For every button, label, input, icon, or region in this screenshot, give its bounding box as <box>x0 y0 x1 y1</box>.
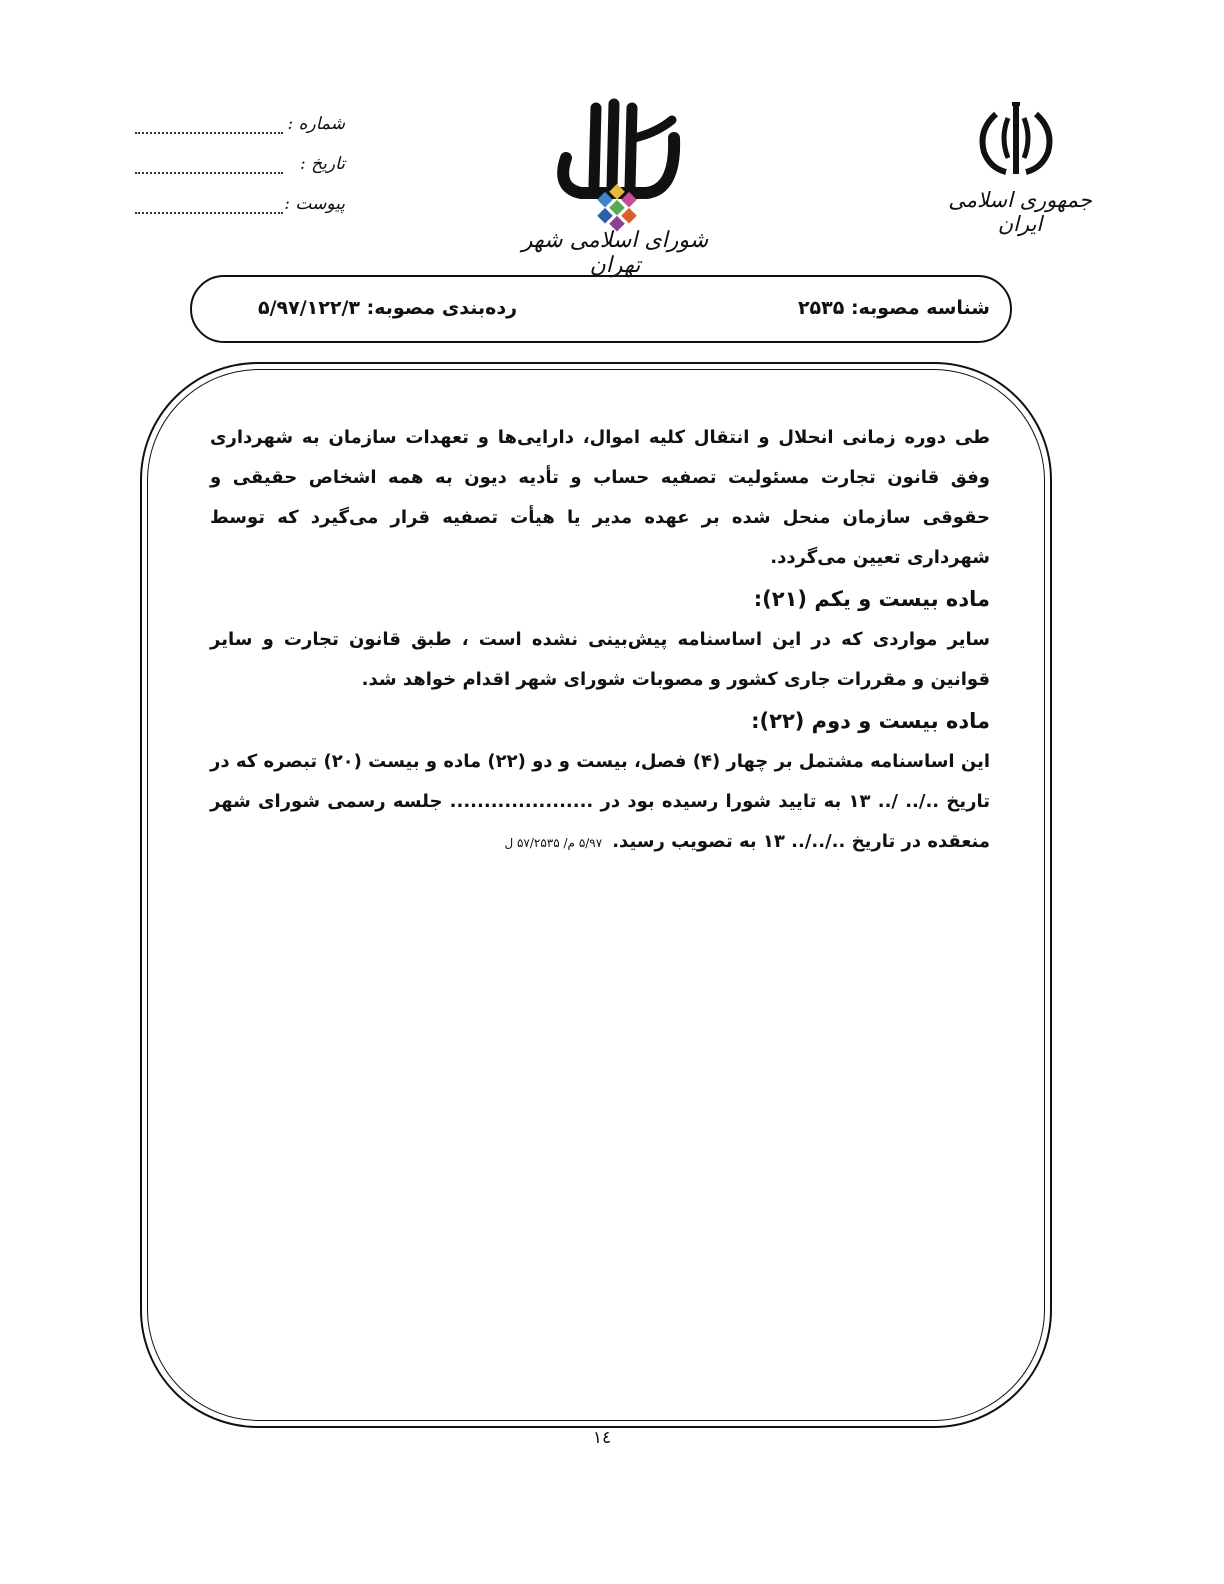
article-21-title: ماده بیست و یکم (۲۱): <box>753 587 990 611</box>
document-body <box>210 418 990 863</box>
reference-code: ۵/۹۷ م/ ۵۷/۲۵۳۵ ل <box>504 836 603 850</box>
page-number: ۱٤ <box>592 1428 612 1448</box>
dotted-line <box>135 212 283 214</box>
meta-field-attachment <box>135 194 345 234</box>
resolution-classification: رده‌بندی مصوبه: ۵/۹۷/۱۲۲/۳ <box>258 297 518 319</box>
republic-name: جمهوری اسلامی ایران <box>948 188 1092 236</box>
iran-emblem-icon <box>972 100 1060 180</box>
dotted-line <box>135 172 283 174</box>
meta-label-attachment: پیوست : <box>284 194 345 214</box>
article-22-paragraph <box>210 742 990 863</box>
meta-label-number: شماره : <box>287 114 345 134</box>
resolution-id: شناسه مصوبه: ۲۵۳۵ <box>797 297 990 319</box>
council-name: شورای اسلامی شهر تهران <box>521 228 709 278</box>
resolution-id-bar <box>190 275 1012 343</box>
intro-paragraph: طی دوره زمانی انحلال و انتقال کلیه اموال، دارایی‌ها و تعهدات سازمان به شهرداری وفق قانون تجارت مسئولیت تصفیه حساب و تأدیه دیون به همه اشخاص حقیقی و حقوقی سازمان منحل شده بر عهده مدیر یا هیأت تصفیه قرار می‌گیرد که توسط شهرداری تعیین می‌گردد. <box>210 427 990 568</box>
meta-field-number <box>135 114 345 154</box>
dotted-line <box>135 132 283 134</box>
article-22-text: این اساسنامه مشتمل بر چهار (۴) فصل، بیست و دو (۲۲) ماده و بیست (۲۰) تبصره که در تاریخ ../.. /.. ۱۳ به تایید شورا رسیده بود در ..................... جلسه رسمی شورای شهر منعقده در تاریخ ../../.. ۱۳ به تصویب رسید. <box>210 751 991 852</box>
meta-field-date <box>135 154 345 194</box>
header-meta-fields <box>135 114 345 234</box>
article-21-text: سایر مواردی که در این اساسنامه پیش‌بینی نشده است ، طبق قانون تجارت و سایر قوانین و مقررات جاری کشور و مصوبات شورای شهر اقدام خواهد شد. <box>210 629 990 690</box>
meta-label-date: تاریخ : <box>300 154 345 174</box>
article-22-title: ماده بیست و دوم (۲۲): <box>751 709 990 733</box>
